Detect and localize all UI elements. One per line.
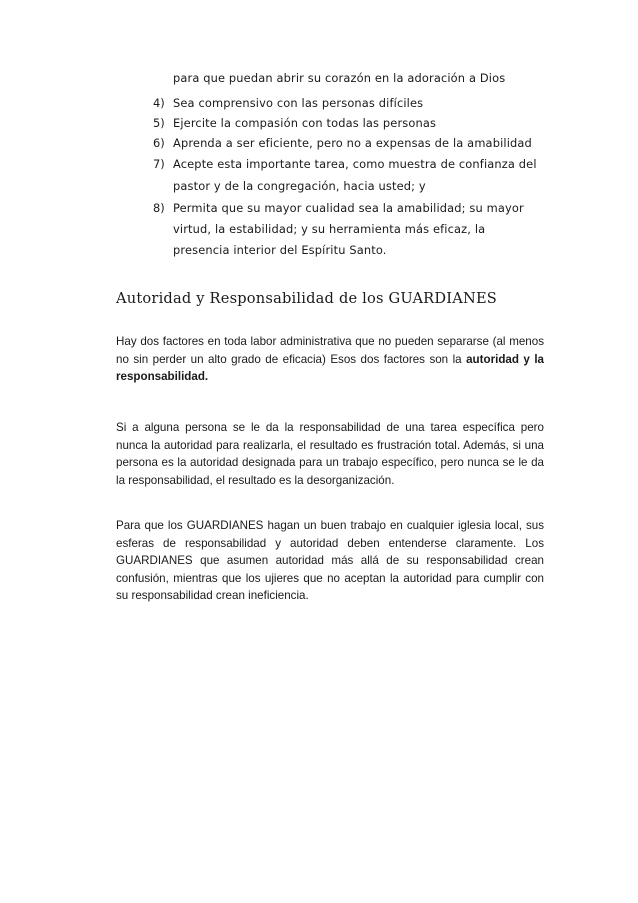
list-item-number: 5) [153, 116, 165, 130]
list-item-number: 7) [153, 157, 165, 171]
list-item-text: Acepte esta importante tarea, como muestra de confianza del [173, 157, 537, 171]
paragraph-3: Para que los GUARDIANES hagan un buen trabajo en cualquier iglesia local, sus esferas de responsabilidad y autoridad deben entenderse claramente. Los GUARDIANES que asumen autoridad más allá de su responsabilidad crean confusión, mientras que los ujieres que no aceptan la autoridad para cumplir con su responsabilidad crean ineficiencia. [116, 519, 544, 603]
paragraph-1 [116, 333, 544, 386]
list-item-text: Ejercite la compasión con todas las personas [173, 116, 437, 130]
list-continuation-line: para que puedan abrir su corazón en la adoración a Dios [173, 71, 506, 85]
list-item-number: 4) [153, 96, 165, 110]
list-item [0, 96, 638, 110]
list-item [0, 136, 638, 150]
list-item-text: pastor y de la congregación, hacia usted; y [173, 179, 426, 193]
list-item-text: virtud, la estabilidad; y su herramienta más eficaz, la [173, 222, 486, 236]
list-item [0, 201, 638, 215]
paragraph-2: Si a alguna persona se le da la responsabilidad de una tarea específica pero nunca la autoridad para realizarla, el resultado es frustración total. Además, si una persona es la autoridad designada para un trabajo específico, pero nunca se le da la responsabilidad, el resultado es la desorganización. [116, 421, 544, 487]
list-item-continuation [0, 243, 638, 257]
list-item-text: Sea comprensivo con las personas difíciles [173, 96, 424, 110]
paragraph-1-bold: autoridad y la responsabilidad. [116, 352, 544, 384]
list-item-text: Permita que su mayor cualidad sea la amabilidad; su mayor [173, 201, 524, 215]
list-item-continuation [0, 222, 638, 236]
paragraph-1-text: Hay dos factores en toda labor administrativa que no pueden separarse (al menos no sin perder un alto grado de eficacia) Esos dos factores son la [116, 335, 544, 366]
section-heading: Autoridad y Responsabilidad de los GUARDIANES [116, 290, 497, 307]
list-item-number: 6) [153, 136, 165, 150]
list-item [0, 157, 638, 171]
list-item-text: presencia interior del Espíritu Santo. [173, 243, 387, 257]
list-item [0, 116, 638, 130]
list-item-continuation [0, 179, 638, 193]
list-item-text: Aprenda a ser eficiente, pero no a expensas de la amabilidad [173, 136, 532, 150]
list-item-number: 8) [153, 201, 165, 215]
